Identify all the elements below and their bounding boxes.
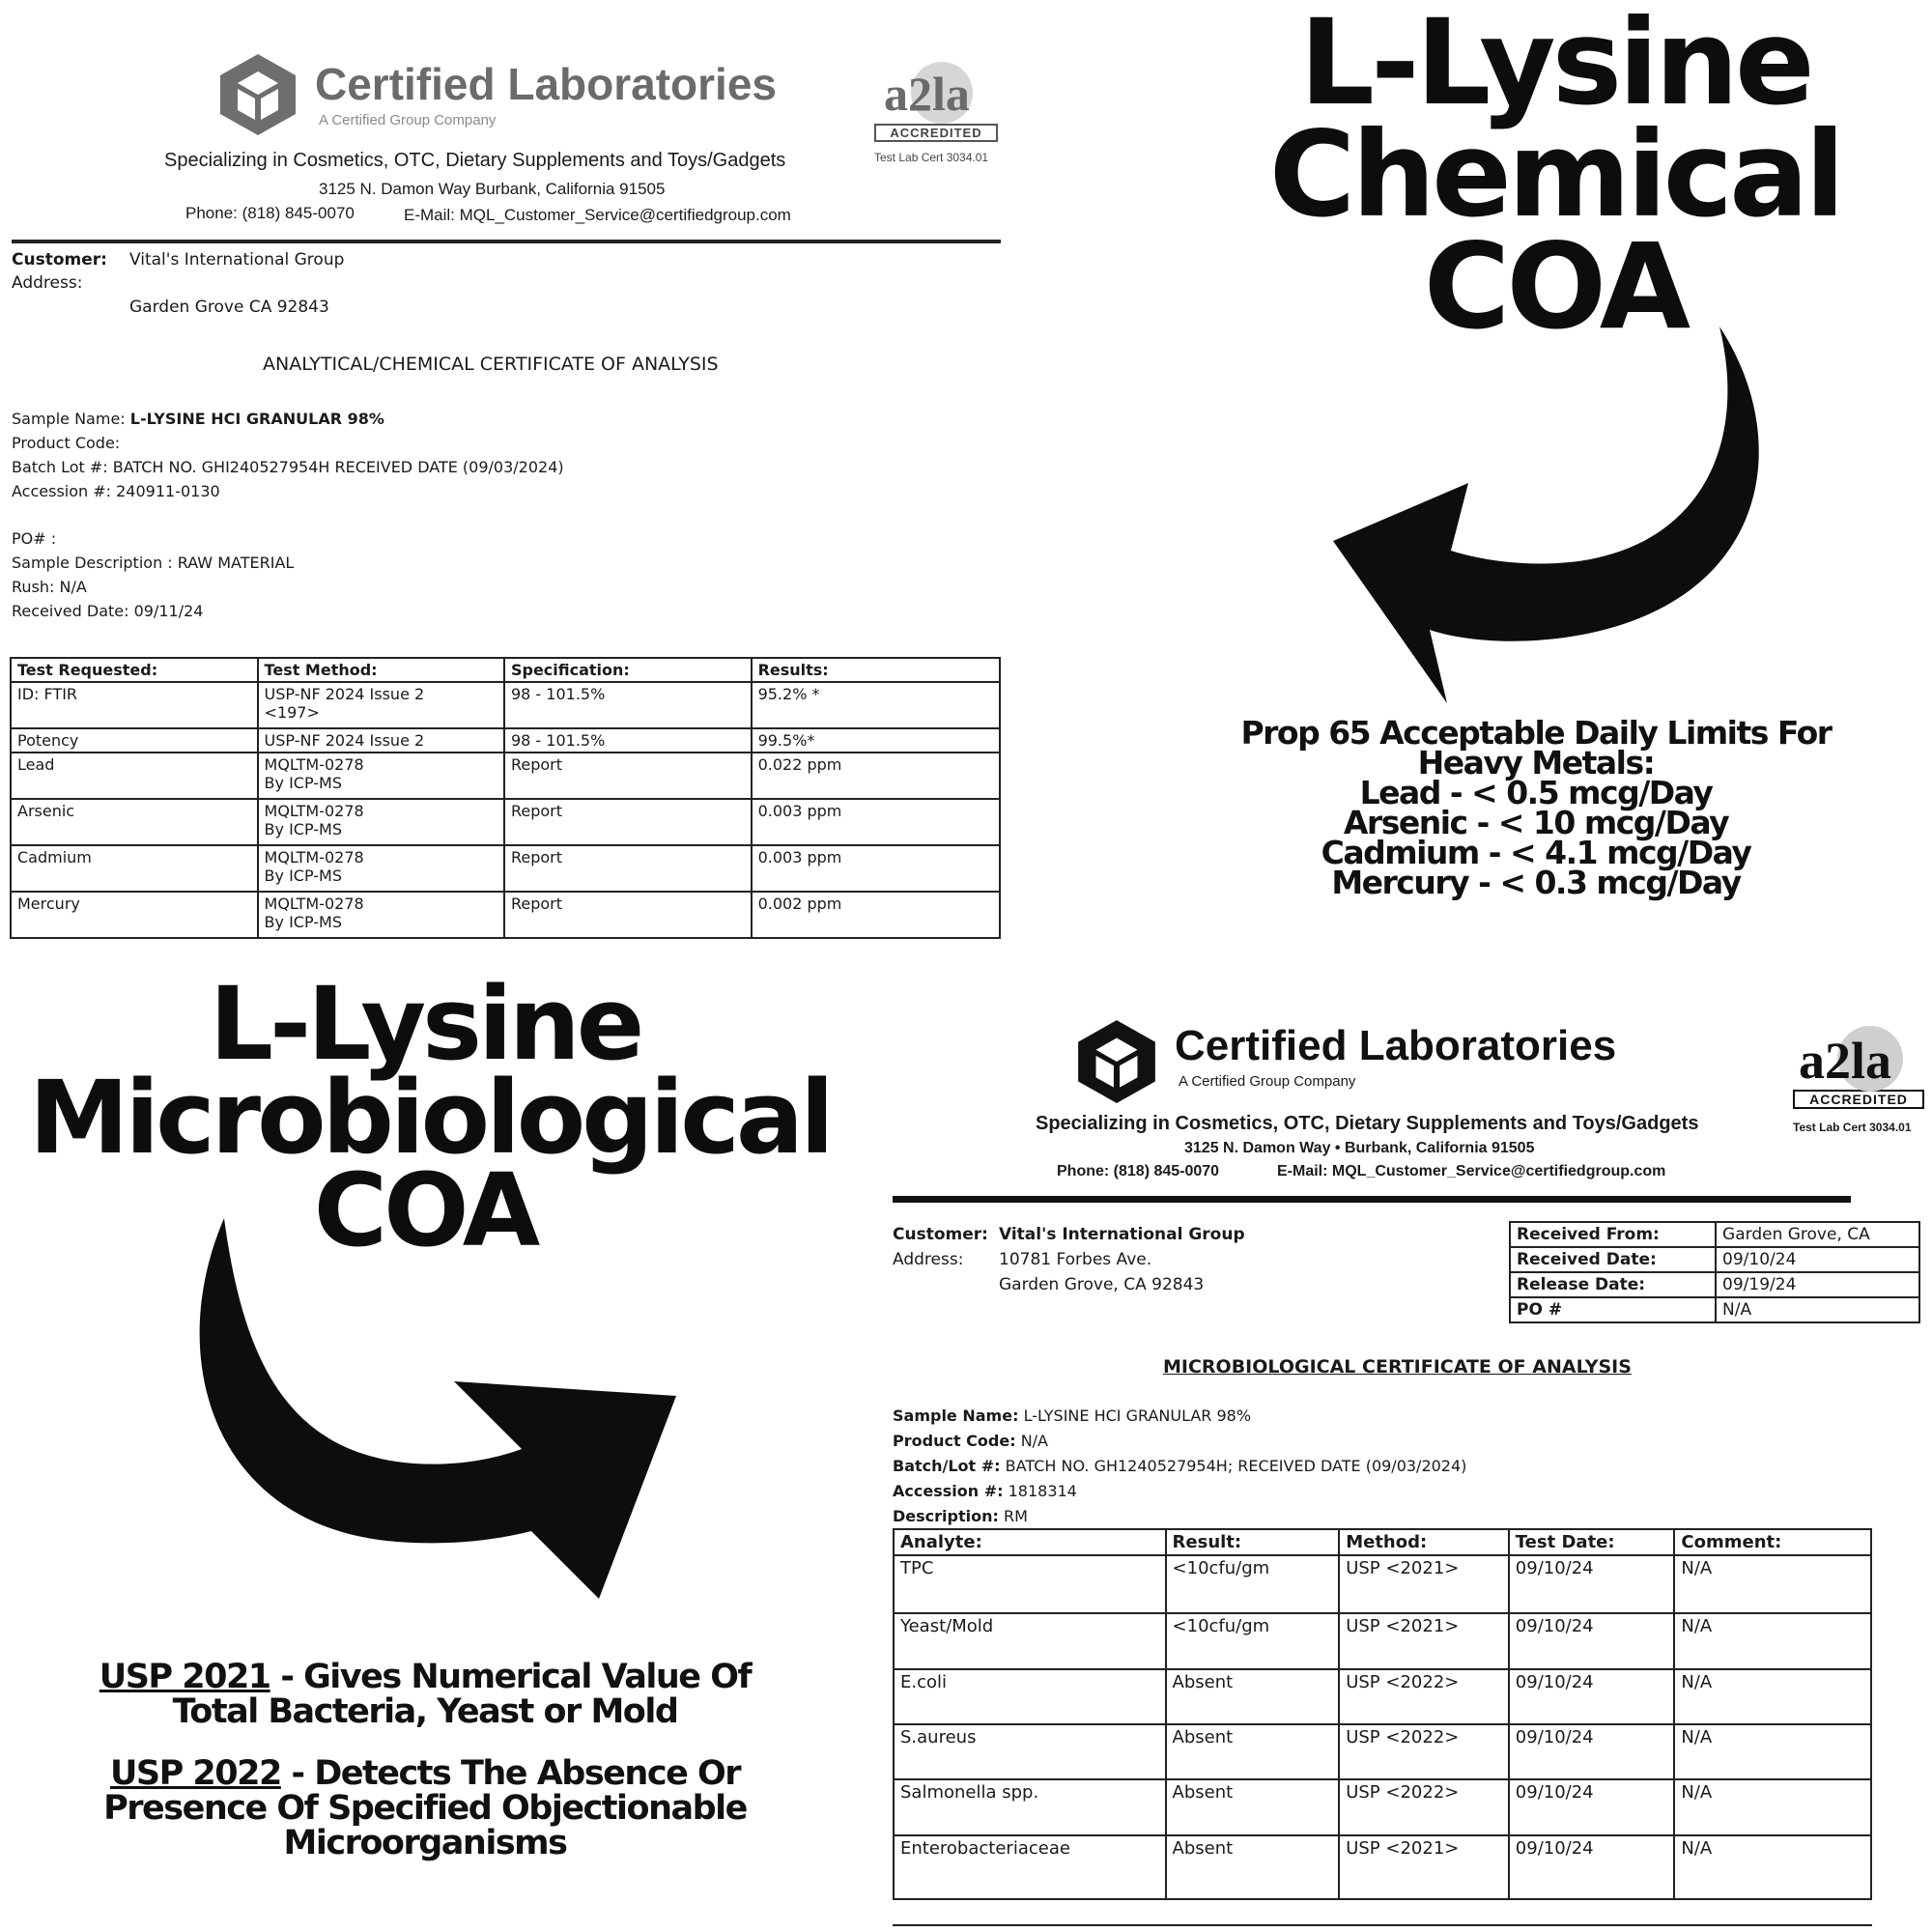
certified-labs-logo-icon xyxy=(214,50,301,137)
accreditation-badge xyxy=(1793,1020,1924,1115)
test-cell: Potency xyxy=(11,728,258,753)
chemical-results-table xyxy=(10,657,1001,939)
table-header-row xyxy=(894,1529,1871,1555)
table-row xyxy=(11,728,1000,753)
customer-label: Customer: xyxy=(893,1225,988,1244)
column-header: Specification: xyxy=(504,658,752,682)
curved-arrow-icon xyxy=(1314,319,1797,753)
company-tagline: A Certified Group Company xyxy=(1179,1073,1356,1090)
result-cell: 95.2% * xyxy=(752,682,1000,728)
method-cell: MQLTM-0278 By ICP-MS xyxy=(258,753,504,799)
spec-cell: 98 - 101.5% xyxy=(504,682,752,728)
address-line2: Garden Grove, CA 92843 xyxy=(999,1275,1205,1294)
prop65-line2: Heavy Metals: xyxy=(1417,744,1655,781)
sample-name: Sample Name: L-LYSINE HCI GRANULAR 98% xyxy=(893,1406,1252,1425)
header-divider xyxy=(893,1196,1851,1203)
product-code: Product Code: xyxy=(12,434,121,452)
spec-cell: Report xyxy=(504,753,752,799)
table-row xyxy=(11,892,1000,938)
sample-name: Sample Name: L-LYSINE HCI GRANULAR 98% xyxy=(12,410,384,428)
heading-line: L-Lysine xyxy=(1299,0,1811,131)
prop65-lead: Lead - < 0.5 mcg/Day xyxy=(1359,774,1713,811)
test-cell: ID: FTIR xyxy=(11,682,258,728)
column-header: Comment: xyxy=(1674,1529,1871,1555)
heading-line: Microbiological xyxy=(29,1058,831,1177)
microbiological-results-table xyxy=(893,1528,1872,1900)
usp2022-line: USP 2022 - Detects The Absence Or xyxy=(109,1754,741,1793)
column-header: Test Date: xyxy=(1509,1529,1675,1555)
column-header: Results: xyxy=(752,658,1000,682)
usp2022-line2: Presence Of Specified Objectionable xyxy=(103,1789,747,1828)
result-cell: 0.002 ppm xyxy=(752,892,1000,938)
a2la-logo-icon xyxy=(1793,1020,1924,1092)
usp2022-line3: Microorganisms xyxy=(283,1824,567,1862)
header-divider xyxy=(12,240,1001,243)
usp2021-line2: Total Bacteria, Yeast or Mold xyxy=(172,1692,678,1731)
certified-labs-logo-icon xyxy=(1072,1016,1161,1105)
heading-line: COA xyxy=(1423,217,1688,355)
info-row: Received From: Garden Grove, CA xyxy=(1510,1222,1919,1247)
usp2022-label: USP 2022 xyxy=(109,1754,281,1793)
method-cell: MQLTM-0278 By ICP-MS xyxy=(258,892,504,938)
test-cell: Mercury xyxy=(11,892,258,938)
table-row: Enterobacteriaceae Absent USP <2021> 09/10/24 N/A xyxy=(894,1835,1871,1899)
rush: Rush: N/A xyxy=(12,578,87,596)
prop65-arsenic: Arsenic - < 10 mcg/Day xyxy=(1343,804,1729,841)
specialty-line: Specializing in Cosmetics, OTC, Dietary Supplements and Toys/Gadgets xyxy=(1036,1113,1699,1134)
accredited-label: ACCREDITED xyxy=(1793,1090,1924,1109)
product-code: Product Code: N/A xyxy=(893,1432,1048,1450)
accreditation-badge xyxy=(874,54,998,149)
heading-line: Chemical xyxy=(1268,105,1842,243)
cert-number: Test Lab Cert 3034.01 xyxy=(1793,1121,1912,1134)
column-header: Method: xyxy=(1339,1529,1509,1555)
company-tagline: A Certified Group Company xyxy=(319,112,497,128)
lab-phone: Phone: (818) 845-0070 xyxy=(185,204,355,222)
company-name: Certified Laboratories xyxy=(315,59,777,109)
address-label: Address: xyxy=(893,1250,964,1269)
document-title: ANALYTICAL/CHEMICAL CERTIFICATE OF ANALYSIS xyxy=(263,354,719,375)
po-number: PO# : xyxy=(12,529,57,548)
specialty-line: Specializing in Cosmetics, OTC, Dietary Supplements and Toys/Gadgets xyxy=(164,150,786,171)
spec-cell: 98 - 101.5% xyxy=(504,728,752,753)
table-row: TPC <10cfu/gm USP <2021> 09/10/24 N/A xyxy=(894,1555,1871,1613)
prop65-cadmium: Cadmium - < 4.1 mcg/Day xyxy=(1321,834,1751,871)
column-header: Test Method: xyxy=(258,658,504,682)
table-row: E.coli Absent USP <2022> 09/10/24 N/A xyxy=(894,1669,1871,1724)
column-header: Analyte: xyxy=(894,1529,1166,1555)
usp2021-line: USP 2021 - Gives Numerical Value Of xyxy=(99,1658,752,1696)
test-cell: Lead xyxy=(11,753,258,799)
table-row xyxy=(11,799,1000,845)
batch-lot: Batch Lot #: BATCH NO. GHI240527954H RECEIVED DATE (09/03/2024) xyxy=(12,458,564,476)
table-row xyxy=(11,845,1000,892)
heading-line: L-Lysine xyxy=(209,965,641,1083)
address-label: Address: xyxy=(12,273,83,293)
info-row: PO # N/A xyxy=(1510,1297,1919,1322)
customer-value: Vital's International Group xyxy=(999,1225,1245,1244)
address-line1: 10781 Forbes Ave. xyxy=(999,1250,1152,1269)
company-name: Certified Laboratories xyxy=(1175,1022,1617,1069)
customer-label: Customer: xyxy=(12,250,107,270)
document-title: MICROBIOLOGICAL CERTIFICATE OF ANALYSIS xyxy=(1163,1356,1632,1378)
received-date: Received Date: 09/11/24 xyxy=(12,602,204,620)
method-cell: USP-NF 2024 Issue 2 xyxy=(258,728,504,753)
svg-text:a2la: a2la xyxy=(1799,1032,1892,1090)
prop65-callout xyxy=(1236,714,1835,901)
curved-arrow-icon xyxy=(174,1212,696,1618)
lab-phone: Phone: (818) 845-0070 xyxy=(1057,1163,1220,1179)
customer-value: Vital's International Group xyxy=(129,250,345,270)
usp-notes xyxy=(87,1660,763,1861)
description: Description: RM xyxy=(893,1507,1028,1525)
result-cell: 0.003 ppm xyxy=(752,799,1000,845)
spec-cell: Report xyxy=(504,799,752,845)
spec-cell: Report xyxy=(504,892,752,938)
method-cell: MQLTM-0278 By ICP-MS xyxy=(258,845,504,892)
lab-address: 3125 N. Damon Way • Burbank, California 91505 xyxy=(1184,1140,1535,1156)
lab-email: E-Mail: MQL_Customer_Service@certifiedgroup.com xyxy=(404,206,791,224)
accredited-label: ACCREDITED xyxy=(874,124,998,142)
address-value: Garden Grove CA 92843 xyxy=(129,298,329,317)
info-row: Release Date: 09/19/24 xyxy=(1510,1272,1919,1297)
sample-description: Sample Description : RAW MATERIAL xyxy=(12,554,295,572)
table-row xyxy=(11,682,1000,728)
heading-line: COA xyxy=(313,1151,537,1270)
method-cell: MQLTM-0278 By ICP-MS xyxy=(258,799,504,845)
column-header: Test Requested: xyxy=(11,658,258,682)
result-cell: 0.022 ppm xyxy=(752,753,1000,799)
lab-address: 3125 N. Damon Way Burbank, California 91505 xyxy=(319,180,666,198)
table-row: Salmonella spp. Absent USP <2022> 09/10/24 N/A xyxy=(894,1779,1871,1835)
result-cell: 0.003 ppm xyxy=(752,845,1000,892)
batch-lot: Batch/Lot #: BATCH NO. GH1240527954H; RECEIVED DATE (09/03/2024) xyxy=(893,1457,1467,1475)
prop65-mercury: Mercury - < 0.3 mcg/Day xyxy=(1331,864,1741,901)
method-cell: USP-NF 2024 Issue 2 <197> xyxy=(258,682,504,728)
cert-number: Test Lab Cert 3034.01 xyxy=(874,151,989,164)
table-row: S.aureus Absent USP <2022> 09/10/24 N/A xyxy=(894,1724,1871,1779)
table-row: Yeast/Mold <10cfu/gm USP <2021> 09/10/24 N/A xyxy=(894,1613,1871,1669)
result-cell: 99.5%* xyxy=(752,728,1000,753)
spec-cell: Report xyxy=(504,845,752,892)
accession-number: Accession #: 1818314 xyxy=(893,1482,1077,1500)
info-row: Received Date: 09/10/24 xyxy=(1510,1247,1919,1272)
footer-divider xyxy=(893,1924,1872,1926)
receipt-info-table xyxy=(1509,1221,1920,1323)
chemical-coa-heading xyxy=(1217,0,1893,355)
accession-number: Accession #: 240911-0130 xyxy=(12,482,220,500)
usp2021-label: USP 2021 xyxy=(99,1658,270,1696)
a2la-logo-icon xyxy=(874,54,998,124)
test-cell: Cadmium xyxy=(11,845,258,892)
svg-text:a2la: a2la xyxy=(884,67,970,121)
table-row xyxy=(11,753,1000,799)
lab-email: E-Mail: MQL_Customer_Service@certifiedgroup.com xyxy=(1277,1163,1666,1179)
table-header-row xyxy=(11,658,1000,682)
test-cell: Arsenic xyxy=(11,799,258,845)
column-header: Result: xyxy=(1166,1529,1340,1555)
prop65-line1: Prop 65 Acceptable Daily Limits For xyxy=(1240,714,1832,752)
